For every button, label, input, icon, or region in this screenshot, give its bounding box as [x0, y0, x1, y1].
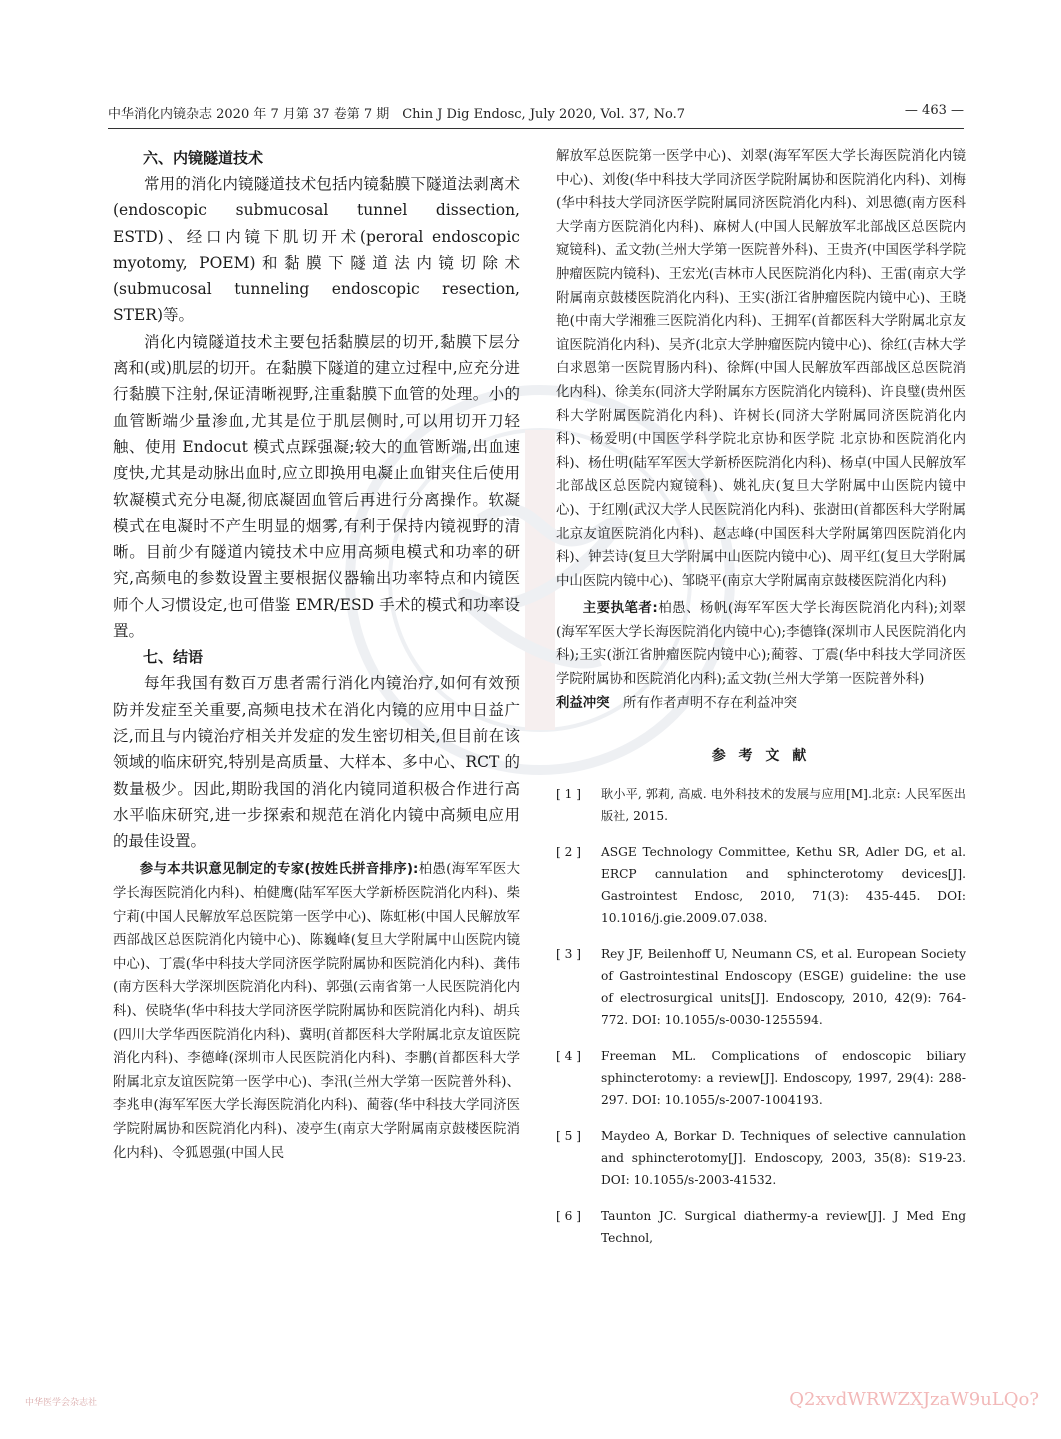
- reference-text: 耿小平, 郭莉, 高威. 电外科技术的发展与应用[M].北京: 人民军医出版社, 2015.: [601, 787, 966, 824]
- reference-item: [556, 1125, 966, 1191]
- reference-text: Taunton JC. Surgical diathermy-a review[J]. J Med Eng Technol,: [601, 1209, 966, 1246]
- reference-item: [556, 1205, 966, 1249]
- paragraph: 消化内镜隧道技术主要包括黏膜层的切开,黏膜下层分离和(或)肌层的切开。在黏膜下隧道的建立过程中,应充分进行黏膜下注射,保证清晰视野,注重黏膜下血管的处理。小的血管断端少量渗血,尤其是位于肌层侧时,可以用切开刀轻触、使用 Endocut 模式点踩强凝;较大的血管断端,出血速度快,尤其是动脉出血时,应立即换用电凝止血钳夹住后使用软凝模式充分电凝,彻底凝固血管后再进行分离操作。软凝模式在电凝时不产生明显的烟雾,有利于保持内镜视野的清晰。目前少有隧道内镜技术中应用高频电模式和功率的研究,高频电的参数设置主要根据仪器输出功率特点和内镜医师个人习惯设定,也可借鉴 EMR/ESD 手术的模式和功率设置。: [113, 332, 520, 641]
- authors-text: 柏愚、杨帆(海军军医大学长海医院消化内科);刘翠(海军军医大学长海医院消化内镜中心);李德锋(深圳市人民医院消化内科);王实(浙江省肿瘤医院内镜中心);蔺蓉、丁震(华中科技大学同济医学院附属协和医院消化内科);孟文勃(兰州大学第一医院普外科): [556, 601, 966, 688]
- experts-list-continued: 解放军总医院第一医学中心)、刘翠(海军军医大学长海医院消化内镜中心)、刘俊(华中科技大学同济医学院附属协和医院消化内科)、刘梅(华中科技大学同济医学院附属同济医院消化内科)、刘思德(南方医科大学南方医院消化内科)、麻树人(中国人民解放军北部战区总医院内窥镜科)、孟文勃(兰州大学第一医院普外科)、王贵齐(中国医学科学院肿瘤医院内镜科)、王宏光(吉林市人民医院消化内科)、王雷(南京大学附属南京鼓楼医院消化内科)、王实(浙江省肿瘤医院内镜中心)、王晓艳(中南大学湘雅三医院消化内科)、王拥军(首都医科大学附属北京友谊医院消化内科)、吴齐(北京大学肿瘤医院内镜中心)、徐红(吉林大学白求恩第一医院胃肠内科)、徐辉(中国人民解放军西部战区总医院消化内科)、徐美东(同济大学附属东方医院消化内镜科)、许良璧(贵州医科大学附属医院消化内科)、许树长(同济大学附属同济医院消化内科)、杨爱明(中国医学科学院北京协和医学院 北京协和医院消化内科)、杨仕明(陆军军医大学新桥医院消化内科)、杨卓(中国人民解放军北部战区总医院内窥镜科)、姚礼庆(复旦大学附属中山医院内镜中心)、于红刚(武汉大学人民医院消化内科)、张澍田(首都医科大学附属北京友谊医院消化内科)、赵志峰(中国医科大学附属第四医院消化内科)、钟芸诗(复旦大学附属中山医院内镜中心)、周平红(复旦大学附属中山医院内镜中心)、邹晓平(南京大学附属南京鼓楼医院消化内科): [556, 149, 966, 589]
- journal-citation: 中华消化内镜杂志 2020 年 7 月第 37 卷第 7 期 Chin J Dig Endosc, July 2020, Vol. 37, No.7: [108, 107, 686, 122]
- experts-list: [113, 858, 520, 1165]
- publisher-logo: [25, 1395, 235, 1411]
- paragraph: 每年我国有数百万患者需行消化内镜治疗,如何有效预防并发症至关重要,高频电技术在消化内镜的应用中日益广泛,而且与内镜治疗相关并发症的发生密切相关,但目前在该领域的临床研究,特别是高质量、大样本、多中心、RCT 的数量极少。因此,期盼我国的消化内镜同道积极合作进行高水平临床研究,进一步探索和规范在消化内镜中高频电应用的最佳设置。: [113, 674, 520, 851]
- reference-text: Maydeo A, Borkar D. Techniques of selective cannulation and sphincterotomy[J]. Endoscopy, 2003, 35(8): S19-23. DOI: 10.1055/s-2003-41532.: [601, 1129, 966, 1188]
- reference-text: ASGE Technology Committee, Kethu SR, Adler DG, et al. ERCP cannulation and sphincterotomy devices[J]. Gastrointest Endosc, 2010, 71(3): 435-445. DOI: 10.1016/j.gie.2009.07.038.: [601, 845, 966, 926]
- running-header: [108, 103, 964, 125]
- publisher-logo-text: 中华医学会杂志社: [25, 1398, 98, 1408]
- section-heading: 六、内镜隧道技术: [143, 149, 264, 167]
- reference-number: [ 3 ]: [556, 947, 582, 962]
- coi-text: 所有作者声明不存在利益冲突: [622, 695, 798, 711]
- footer-code: Q2xvdWRWZXJzaW9uLQo?: [789, 1389, 1039, 1410]
- reference-item: [556, 1045, 966, 1111]
- page-number: — 463 —: [904, 103, 964, 118]
- reference-number: [ 5 ]: [556, 1129, 582, 1144]
- references-title: 参 考 文 献: [711, 748, 811, 765]
- coi-lead: 利益冲突: [556, 695, 610, 711]
- reference-number: [ 4 ]: [556, 1049, 582, 1064]
- section-heading: 七、结语: [143, 648, 204, 667]
- reference-text: Freeman ML. Complications of endoscopic biliary sphincterotomy: a review[J]. Endoscopy, 1997, 29(4): 288-297. DOI: 10.1055/s-2007-1004193.: [601, 1049, 966, 1108]
- authors-lead: 主要执笔者:: [582, 601, 658, 617]
- left-column: [113, 145, 520, 1165]
- reference-number: [ 1 ]: [556, 787, 582, 802]
- header-rule: [108, 128, 964, 129]
- experts-text: 柏愚(海军军医大学长海医院消化内科)、柏健鹰(陆军军医大学新桥医院消化内科)、柴宁莉(中国人民解放军总医院第一医学中心)、陈虹彬(中国人民解放军西部战区总医院消化内镜中心)、陈巍峰(复旦大学附属中山医院内镜中心)、丁震(华中科技大学同济医学院附属协和医院消化内科)、龚伟(南方医科大学深圳医院消化内科)、郭强(云南省第一人民医院消化内科)、侯晓华(华中科技大学同济医学院附属协和医院消化内科)、胡兵(四川大学华西医院消化内科)、冀明(首都医科大学附属北京友谊医院消化内科)、李德峰(深圳市人民医院消化内科)、李鹏(首都医科大学附属北京友谊医院第一医学中心)、李汛(兰州大学第一医院普外科)、李兆申(海军军医大学长海医院消化内科)、蔺蓉(华中科技大学同济医学院附属协和医院消化内科)、凌亭生(南京大学附属南京鼓楼医院消化内科)、令狐恩强(中国人民: [113, 862, 520, 1161]
- paragraph: 常用的消化内镜隧道技术包括内镜黏膜下隧道法剥离术(endoscopic submucosal tunnel dissection, ESTD)、经口内镜下肌切开术(peroral endoscopic myotomy, POEM)和黏膜下隧道法内镜切除术(submucosal tunneling endoscopic resection, STER)等。: [113, 175, 520, 325]
- reference-item: [556, 943, 966, 1031]
- authors-list: [556, 597, 966, 691]
- reference-list: [556, 783, 966, 1249]
- reference-number: [ 2 ]: [556, 845, 582, 860]
- right-column: [556, 145, 966, 1263]
- reference-text: Rey JF, Beilenhoff U, Neumann CS, et al. European Society of Gastrointestinal Endoscopy (ESGE) guideline: the use of electrosurgical units[J]. Endoscopy, 2010, 42(9): 764-772. DOI: 10.1055/s-0030-1255594.: [601, 947, 966, 1028]
- reference-number: [ 6 ]: [556, 1209, 582, 1224]
- conflict-of-interest: [556, 692, 966, 716]
- reference-item: [556, 841, 966, 929]
- reference-item: [556, 783, 966, 827]
- experts-lead: 参与本共识意见制定的专家(按姓氏拼音排序):: [139, 862, 419, 878]
